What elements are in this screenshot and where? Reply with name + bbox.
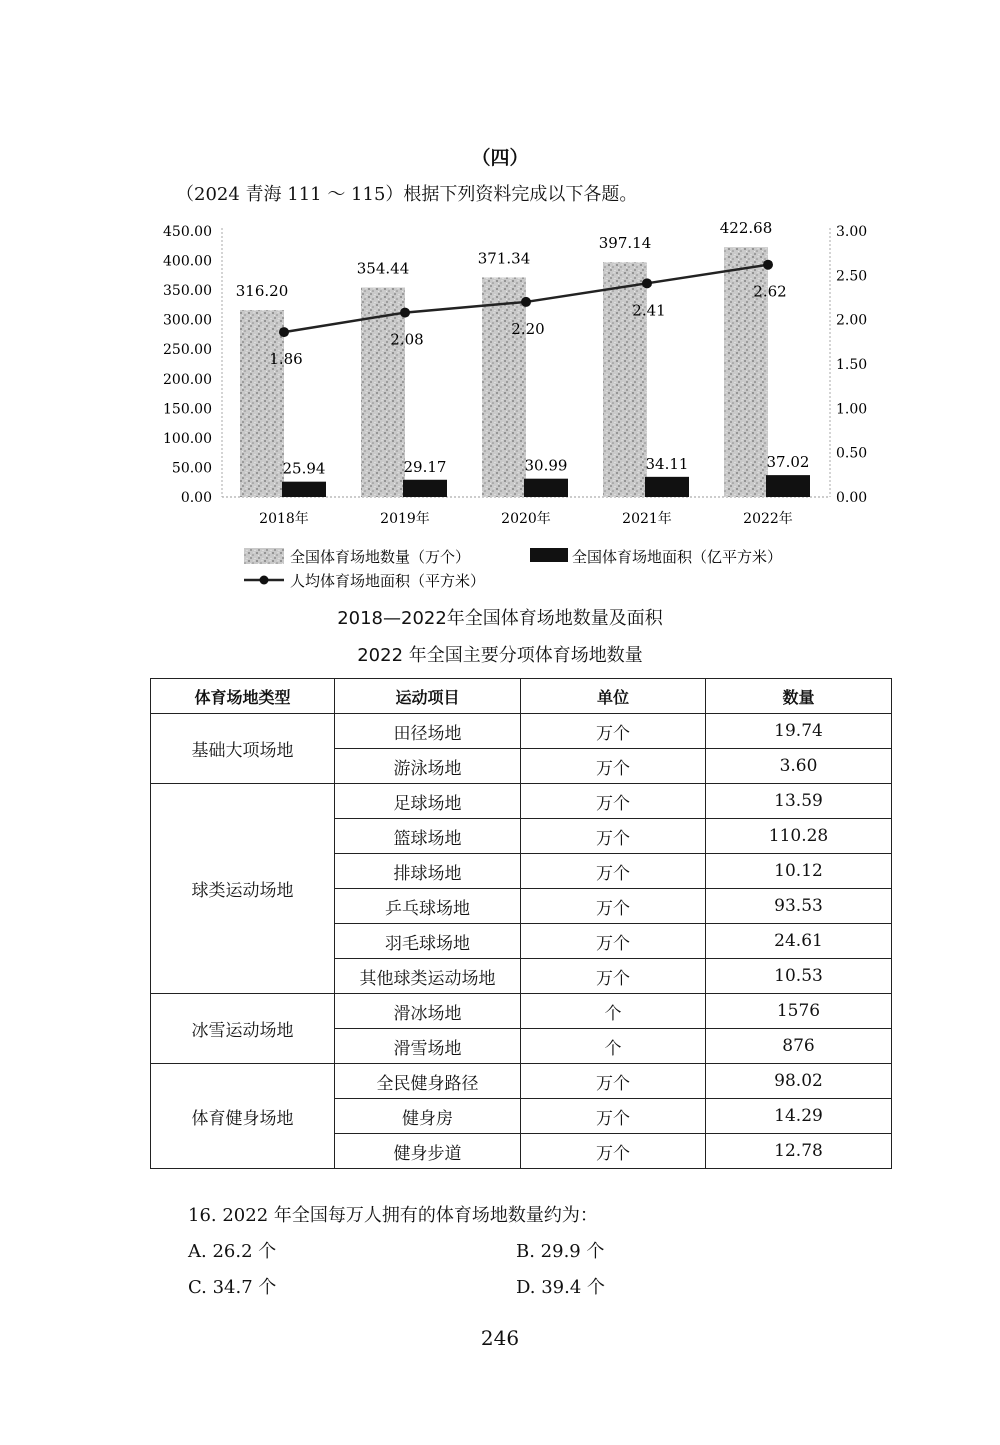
per-capita-point [763,260,773,270]
left-axis-ticks [163,224,212,506]
left-tick-label: 350.00 [163,283,212,300]
sport-cell: 其他球类运动场地 [335,959,521,994]
venue-type-cell: 球类运动场地 [151,784,335,994]
left-tick-label: 0.00 [180,490,212,506]
sport-cell: 健身房 [335,1099,521,1134]
count-cell: 3.60 [706,749,892,784]
left-tick-label: 150.00 [163,401,212,418]
venue-type-cell: 基础大项场地 [151,714,335,784]
table-row [151,714,892,749]
count-bar [603,262,647,497]
sport-cell: 排球场地 [335,854,521,889]
area-bar [403,480,447,497]
sport-cell: 乒乓球场地 [335,889,521,924]
chart-title: 2018—2022年全国体育场地数量及面积 [337,608,663,629]
per-capita-label: 2.20 [511,319,545,338]
count-cell: 19.74 [706,714,892,749]
sport-cell: 全民健身路径 [335,1064,521,1099]
per-capita-point [521,297,531,307]
category-label: 2018年 [259,511,309,527]
sport-cell: 游泳场地 [335,749,521,784]
header-unit: 单位 [521,679,706,714]
count-bars [236,219,773,497]
count-bar-label: 422.68 [719,219,773,238]
unit-cell: 万个 [521,854,706,889]
intro-text: （2024 青海 111 ～ 115）根据下列资料完成以下各题。 [176,184,638,205]
header-sport: 运动项目 [335,679,521,714]
legend-swatch-area [530,548,568,562]
count-bar-label: 371.34 [477,249,531,268]
table-title: 2022 年全国主要分项体育场地数量 [357,645,643,666]
legend [244,548,782,590]
table-row [151,1064,892,1099]
unit-cell: 个 [521,1029,706,1064]
legend-label-count: 全国体育场地数量（万个） [290,548,471,566]
area-bar [645,477,689,497]
sport-cell: 滑雪场地 [335,1029,521,1064]
sport-cell: 篮球场地 [335,819,521,854]
area-bar-label: 34.11 [645,454,689,473]
sport-cell: 足球场地 [335,784,521,819]
count-bar-label: 354.44 [356,259,410,278]
left-tick-label: 100.00 [163,430,212,447]
area-bar-label: 25.94 [282,459,326,478]
per-capita-point [279,327,289,337]
per-capita-point [400,308,410,318]
per-capita-label: 2.62 [753,282,787,301]
unit-cell: 万个 [521,819,706,854]
combo-chart [0,0,1000,600]
legend-label-line: 人均体育场地面积（平方米） [290,572,486,590]
unit-cell: 万个 [521,749,706,784]
table-row [151,994,892,1029]
legend-swatch-dot [260,576,269,585]
unit-cell: 万个 [521,1099,706,1134]
table-row [151,784,892,819]
right-tick-label: 3.00 [836,224,868,240]
unit-cell: 个 [521,994,706,1029]
count-cell: 14.29 [706,1099,892,1134]
right-tick-label: 1.50 [836,357,868,373]
legend-label-area: 全国体育场地面积（亿平方米） [572,548,783,566]
option-b[interactable]: B. 29.9 个 [516,1241,605,1262]
sport-cell: 滑冰场地 [335,994,521,1029]
right-axis-ticks [836,224,867,506]
count-cell: 93.53 [706,889,892,924]
question-stem: 16. 2022 年全国每万人拥有的体育场地数量约为： [188,1205,598,1226]
table-header-row [151,679,892,714]
option-c[interactable]: C. 34.7 个 [188,1277,277,1298]
unit-cell: 万个 [521,924,706,959]
count-bar-label: 397.14 [598,234,652,253]
count-cell: 12.78 [706,1134,892,1169]
count-cell: 10.53 [706,959,892,994]
venue-type-cell: 冰雪运动场地 [151,994,335,1064]
left-tick-label: 450.00 [163,224,212,240]
venue-table [150,678,892,1169]
left-tick-label: 50.00 [171,460,212,477]
unit-cell: 万个 [521,889,706,924]
sport-cell: 健身步道 [335,1134,521,1169]
count-cell: 1576 [706,994,892,1029]
category-label: 2020年 [501,511,551,527]
category-labels [259,510,793,527]
area-bar [766,475,810,497]
left-tick-label: 250.00 [163,342,212,359]
right-tick-label: 2.50 [836,268,868,285]
left-tick-label: 300.00 [163,312,212,329]
area-bar-label: 29.17 [403,457,447,476]
count-cell: 10.12 [706,854,892,889]
left-tick-label: 400.00 [163,253,212,270]
count-cell: 876 [706,1029,892,1064]
legend-swatch-count [244,548,284,564]
option-a[interactable]: A. 26.2 个 [188,1241,277,1262]
count-bar [240,310,284,497]
unit-cell: 万个 [521,784,706,819]
count-cell: 24.61 [706,924,892,959]
unit-cell: 万个 [521,714,706,749]
page-number: 246 [480,1326,520,1350]
category-label: 2022年 [743,511,793,527]
count-bar-label: 316.20 [235,282,289,301]
sport-cell: 羽毛球场地 [335,924,521,959]
count-bar [482,277,526,497]
right-tick-label: 1.00 [836,401,868,418]
area-bar [282,482,326,497]
area-bar-label: 37.02 [766,453,810,472]
sport-cell: 田径场地 [335,714,521,749]
per-capita-label: 2.41 [632,301,666,320]
per-capita-point [642,278,652,288]
count-cell: 98.02 [706,1064,892,1099]
per-capita-label: 1.86 [269,350,303,369]
header-type: 体育场地类型 [151,679,335,714]
category-label: 2019年 [380,511,430,527]
unit-cell: 万个 [521,1064,706,1099]
per-capita-label: 2.08 [390,330,424,349]
right-tick-label: 0.00 [836,490,868,506]
right-tick-label: 0.50 [836,445,868,462]
unit-cell: 万个 [521,1134,706,1169]
option-d[interactable]: D. 39.4 个 [516,1277,606,1298]
header-count: 数量 [706,679,892,714]
category-label: 2021年 [622,511,672,527]
count-cell: 13.59 [706,784,892,819]
section-title: （四） [471,147,529,169]
area-bar [524,479,568,497]
per-capita-line [269,260,786,368]
area-bar-label: 30.99 [524,456,568,475]
right-tick-label: 2.00 [836,312,868,329]
left-tick-label: 200.00 [163,371,212,388]
venue-type-cell: 体育健身场地 [151,1064,335,1169]
count-cell: 110.28 [706,819,892,854]
unit-cell: 万个 [521,959,706,994]
